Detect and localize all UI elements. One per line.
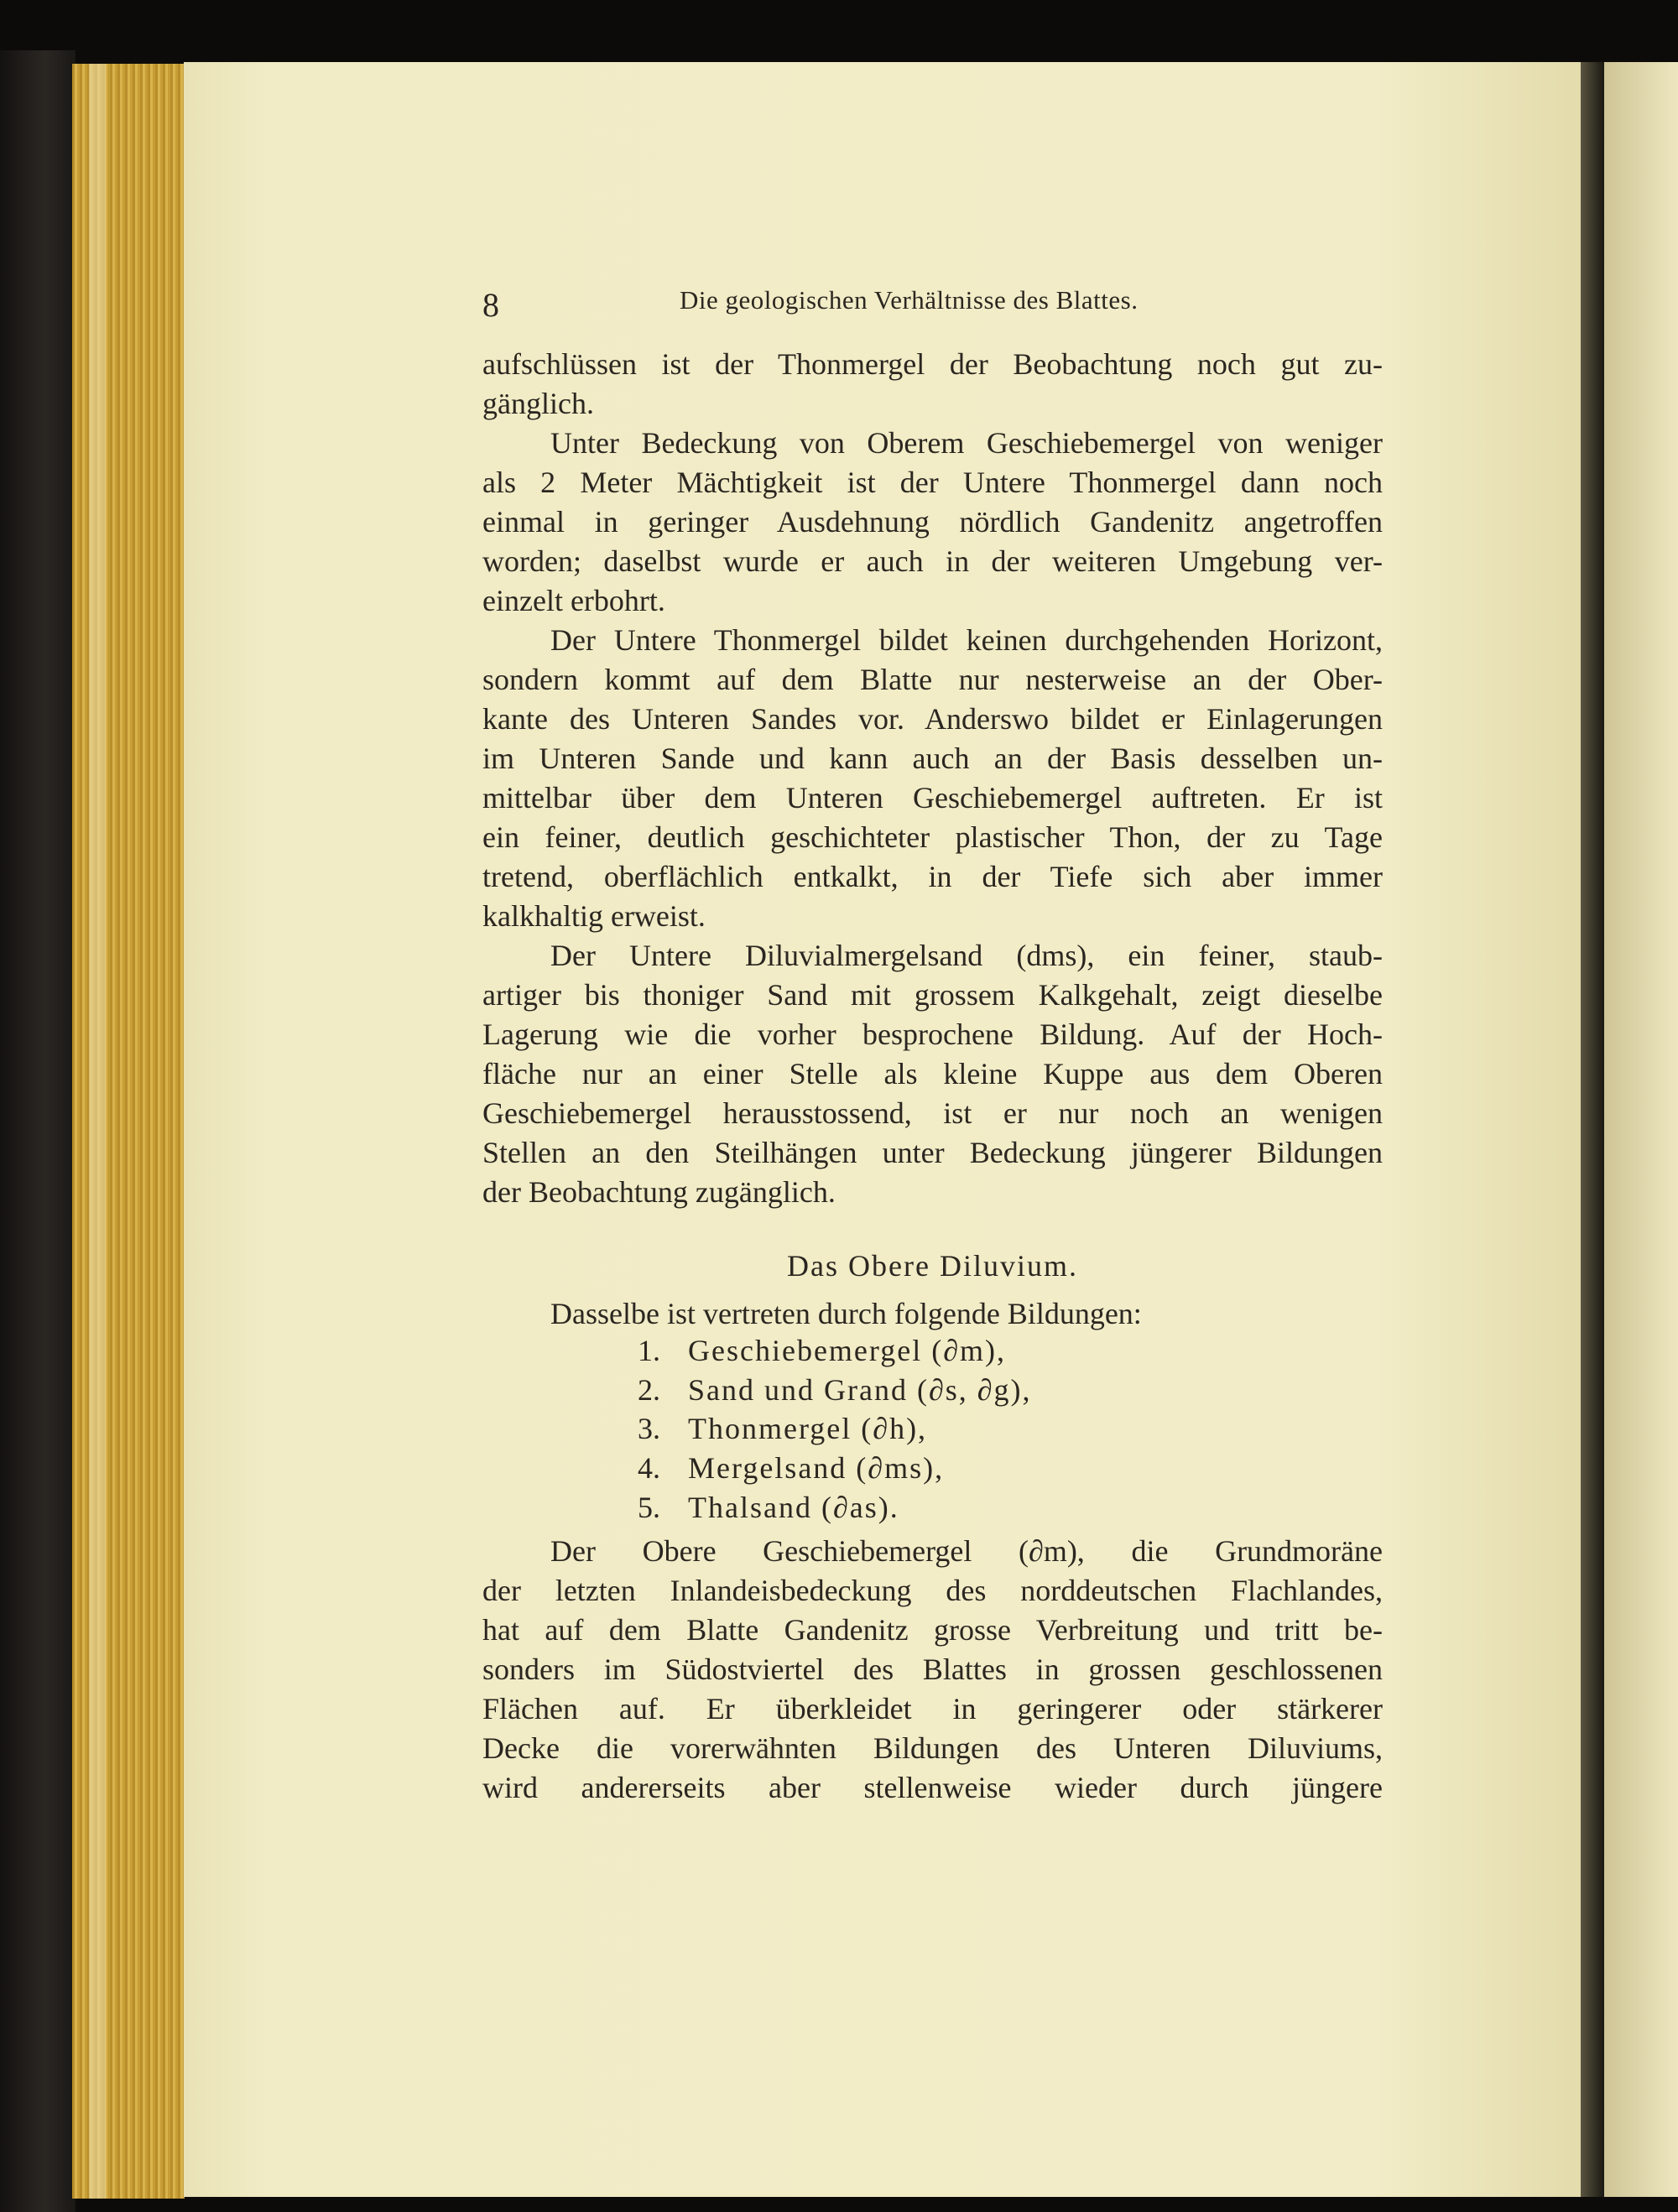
- text-line: Unter Bedeckung von Oberem Geschiebemergel von weniger: [550, 426, 1383, 460]
- list-intro: Dasselbe ist vertreten durch folgende Bildungen:: [550, 1297, 1142, 1330]
- text-line: einzelt erbohrt.: [482, 584, 665, 617]
- text-line: der letzten Inlandeisbedeckung des norddeutschen Flachlandes,: [482, 1574, 1383, 1607]
- text-line: Der Untere Diluvialmergelsand (dms), ein feiner, staub-: [550, 939, 1383, 972]
- text-line: sondern kommt auf dem Blatte nur nesterweise an der Ober-: [482, 663, 1383, 696]
- list-item: [638, 1409, 1032, 1449]
- paragraph: [482, 621, 1383, 936]
- text-line: Geschiebemergel herausstossend, ist er nur noch an wenigen: [482, 1096, 1383, 1130]
- text-line: artiger bis thoniger Sand mit grossem Kalkgehalt, zeigt dieselbe: [482, 978, 1383, 1012]
- text-line: Lagerung wie die vorher besprochene Bildung. Auf der Hoch-: [482, 1018, 1383, 1051]
- list-item: [638, 1449, 1032, 1488]
- book-cover: [0, 50, 76, 2212]
- text-line: worden; daselbst wurde er auch in der weiteren Umgebung ver-: [482, 544, 1383, 578]
- list-text: Sand und Grand (∂s, ∂g),: [688, 1372, 1032, 1407]
- text-line: Decke die vorerwähnten Bildungen des Unteren Diluviums,: [482, 1731, 1383, 1765]
- list-number: 1.: [638, 1334, 660, 1367]
- text-line: mittelbar über dem Unteren Geschiebemergel auftreten. Er ist: [482, 781, 1383, 815]
- text-line: aufschlüssen ist der Thonmergel der Beobachtung noch gut zu-: [482, 347, 1383, 381]
- list-text: Thonmergel (∂h),: [688, 1412, 928, 1446]
- text-line: tretend, oberflächlich entkalkt, in der Tiefe sich aber immer: [482, 860, 1383, 893]
- text-line: kante des Unteren Sandes vor. Anderswo bildet er Einlagerungen: [482, 702, 1383, 736]
- text-block-lower: [482, 1532, 1383, 1808]
- text-line: Flächen auf. Er überkleidet in geringerer oder stärkerer: [482, 1692, 1383, 1725]
- book-gutter: [1581, 62, 1604, 2197]
- paragraph: [482, 424, 1383, 621]
- text-line: wird andererseits aber stellenweise wieder durch jüngere: [482, 1771, 1383, 1804]
- text-line: Der Untere Thonmergel bildet keinen durchgehenden Horizont,: [550, 623, 1383, 657]
- list-item: [638, 1371, 1032, 1410]
- list-number: 4.: [638, 1451, 660, 1486]
- list-text: Geschiebemergel (∂m),: [688, 1334, 1006, 1367]
- text-line: Stellen an den Steilhängen unter Bedeckung jüngerer Bildungen: [482, 1136, 1383, 1169]
- list-item: [638, 1488, 1032, 1528]
- facing-page-edge: [1604, 62, 1678, 2197]
- paragraph: [482, 345, 1383, 424]
- page-number: 8: [482, 286, 499, 324]
- list-number: 3.: [638, 1412, 660, 1446]
- paragraph: [482, 1532, 1383, 1808]
- text-line: Der Obere Geschiebemergel (∂m), die Grundmoräne: [550, 1534, 1383, 1568]
- text-block-upper: [482, 345, 1383, 1212]
- page-edges: [72, 64, 185, 2199]
- list-number: 5.: [638, 1490, 660, 1524]
- text-line: im Unteren Sande und kann auch an der Basis desselben un-: [482, 742, 1383, 775]
- formation-list: [638, 1331, 1032, 1528]
- text-line: hat auf dem Blatte Gandenitz grosse Verbreitung und tritt be-: [482, 1613, 1383, 1647]
- text-line: als 2 Meter Mächtigkeit ist der Untere Thonmergel dann noch: [482, 466, 1383, 499]
- paragraph: [482, 936, 1383, 1212]
- section-heading: Das Obere Diluvium.: [787, 1249, 1078, 1283]
- list-text: Mergelsand (∂ms),: [688, 1451, 945, 1486]
- list-number: 2.: [638, 1372, 660, 1407]
- list-item: [638, 1331, 1032, 1371]
- text-line: einmal in geringer Ausdehnung nördlich Gandenitz angetroffen: [482, 505, 1383, 539]
- text-line: ein feiner, deutlich geschichteter plastischer Thon, der zu Tage: [482, 820, 1383, 854]
- text-line: fläche nur an einer Stelle als kleine Kuppe aus dem Oberen: [482, 1057, 1383, 1090]
- text-line: kalkhaltig erweist.: [482, 899, 706, 933]
- running-title: Die geologischen Verhältnisse des Blattes.: [680, 285, 1139, 315]
- text-line: sonders im Südostviertel des Blattes in grossen geschlossenen: [482, 1652, 1383, 1686]
- list-text: Thalsand (∂as).: [688, 1490, 899, 1524]
- text-line: gänglich.: [482, 387, 594, 420]
- text-line: der Beobachtung zugänglich.: [482, 1175, 836, 1209]
